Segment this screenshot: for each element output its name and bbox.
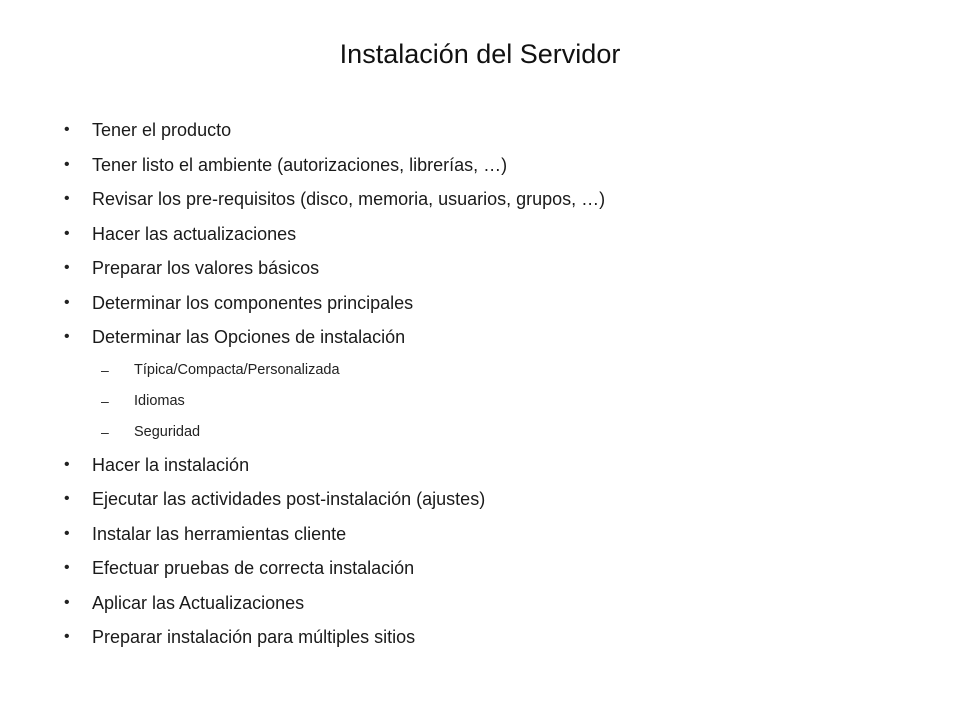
sub-list-item (64, 389, 904, 420)
bullet-icon: • (64, 224, 70, 242)
list-item (64, 589, 904, 624)
dash-icon: – (101, 423, 109, 440)
list-item (64, 151, 904, 186)
list-item (64, 289, 904, 324)
sub-list-item-text: Típica/Compacta/Personalizada (134, 361, 340, 378)
list-item-text: Ejecutar las actividades post-instalación (ajustes) (92, 489, 486, 509)
sub-list-item-text: Seguridad (134, 423, 201, 440)
list-item (64, 451, 904, 486)
slide-title: Instalación del Servidor (339, 39, 621, 69)
list-item (64, 520, 904, 555)
list-item-text: Preparar los valores básicos (92, 258, 320, 278)
dash-icon: – (101, 392, 109, 409)
list-item (64, 254, 904, 289)
list-item-text: Efectuar pruebas de correcta instalación (92, 558, 415, 578)
bullet-list (64, 116, 904, 658)
list-item-text: Hacer la instalación (92, 454, 250, 475)
list-item (64, 220, 904, 255)
sub-list-item-text: Idiomas (134, 392, 185, 409)
sub-list-item (64, 420, 904, 451)
list-item (64, 185, 904, 220)
list-item-text: Revisar los pre-requisitos (disco, memoria, usuarios, grupos, …) (92, 189, 606, 209)
bullet-icon: • (64, 190, 70, 207)
list-item (64, 485, 904, 520)
list-item-text: Instalar las herramientas cliente (92, 523, 347, 544)
list-item-text: Preparar instalación para múltiples sitios (92, 627, 416, 647)
bullet-icon: • (64, 628, 70, 645)
list-item-text: Hacer las actualizaciones (92, 223, 297, 244)
list-item-text: Tener listo el ambiente (autorizaciones, librerías, …) (92, 154, 508, 175)
bullet-icon: • (64, 490, 70, 507)
list-item (64, 623, 904, 658)
list-item-text: Determinar las Opciones de instalación (92, 327, 406, 347)
bullet-icon: • (64, 455, 70, 473)
list-item-text: Tener el producto (92, 120, 232, 140)
dash-icon: – (101, 361, 109, 378)
sub-list-item (64, 358, 904, 389)
bullet-icon: • (64, 121, 70, 138)
list-item-text: Aplicar las Actualizaciones (92, 592, 305, 613)
bullet-icon: • (64, 328, 70, 345)
bullet-icon: • (64, 293, 70, 311)
bullet-icon: • (64, 524, 70, 542)
bullet-icon: • (64, 559, 70, 576)
list-item-text: Determinar los componentes principales (92, 292, 414, 313)
list-item (64, 554, 904, 589)
list-item (64, 116, 904, 151)
bullet-icon: • (64, 593, 70, 611)
bullet-icon: • (64, 259, 70, 276)
list-item (64, 323, 904, 358)
bullet-icon: • (64, 155, 70, 173)
